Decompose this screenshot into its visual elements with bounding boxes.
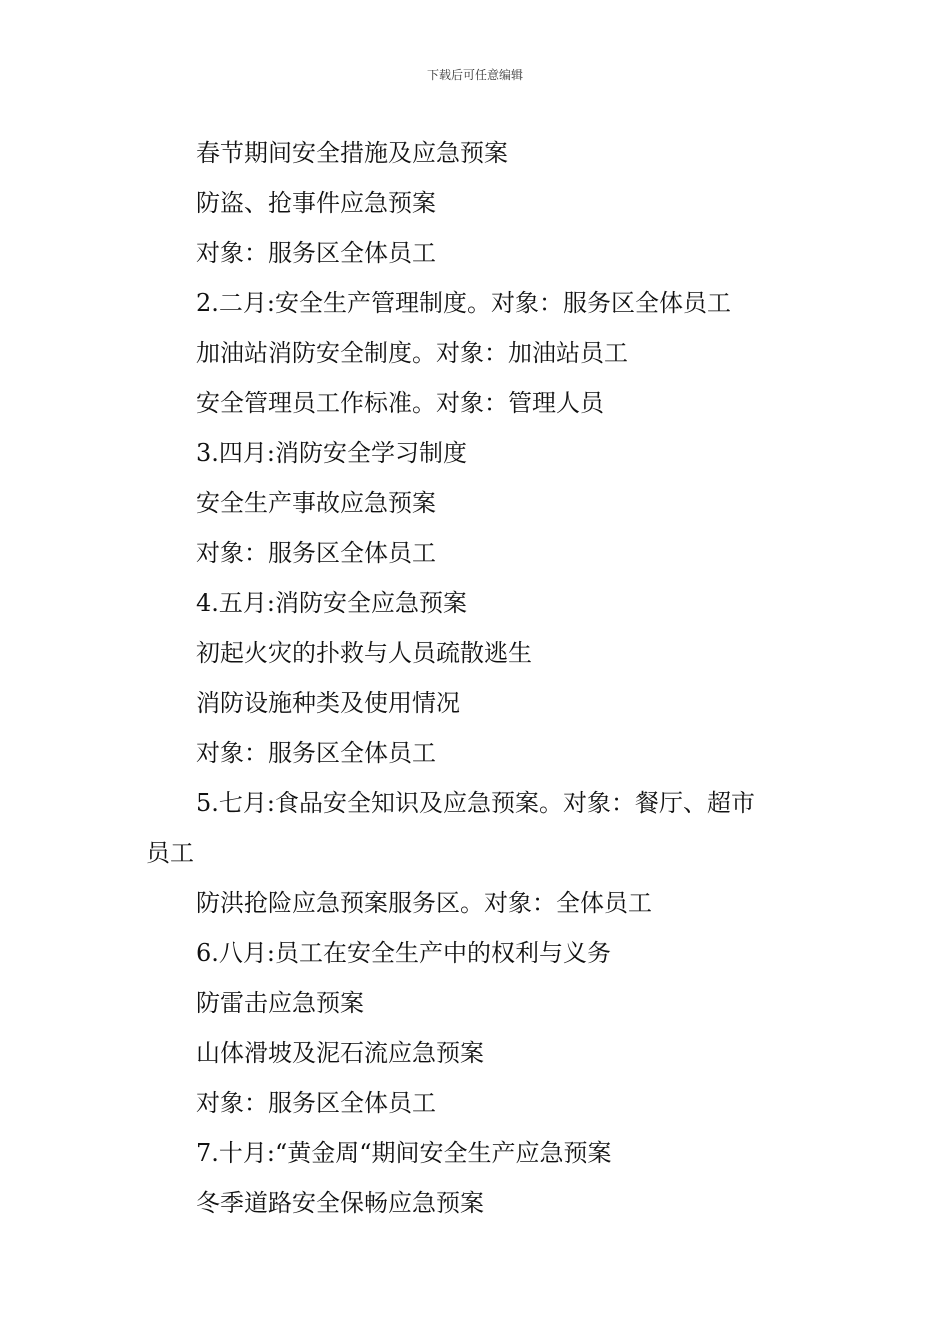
text-line: 2.二月:安全生产管理制度。对象：服务区全体员工 (196, 289, 731, 317)
text-line: 消防设施种类及使用情况 (196, 689, 460, 717)
text-line: 春节期间安全措施及应急预案 (196, 139, 508, 167)
page-header-note: 下载后可任意编辑 (426, 68, 523, 82)
text-line: 5.七月:食品安全知识及应急预案。对象：餐厅、超市 (196, 789, 755, 817)
text-line: 初起火灾的扑救与人员疏散逃生 (196, 639, 532, 667)
text-line: 安全管理员工作标准。对象：管理人员 (196, 389, 604, 417)
text-line: 对象：服务区全体员工 (196, 239, 436, 267)
text-line: 加油站消防安全制度。对象：加油站员工 (196, 339, 628, 367)
text-line: 对象：服务区全体员工 (196, 1089, 436, 1117)
text-line: 对象：服务区全体员工 (196, 539, 436, 567)
text-line: 对象：服务区全体员工 (196, 739, 436, 767)
text-line: 6.八月:员工在安全生产中的权利与义务 (196, 939, 611, 967)
text-line: 3.四月:消防安全学习制度 (196, 439, 467, 467)
text-line: 安全生产事故应急预案 (196, 489, 436, 517)
text-line-continuation: 员工 (146, 839, 194, 867)
text-line: 防雷击应急预案 (196, 989, 364, 1017)
text-line: 冬季道路安全保畅应急预案 (196, 1189, 484, 1217)
text-line: 7.十月:“黄金周“期间安全生产应急预案 (196, 1139, 612, 1167)
text-line: 4.五月:消防安全应急预案 (196, 589, 467, 617)
text-line: 防洪抢险应急预案服务区。对象：全体员工 (196, 889, 652, 917)
document-body (146, 128, 816, 1228)
text-line: 山体滑坡及泥石流应急预案 (196, 1039, 484, 1067)
text-line: 防盗、抢事件应急预案 (196, 189, 436, 217)
